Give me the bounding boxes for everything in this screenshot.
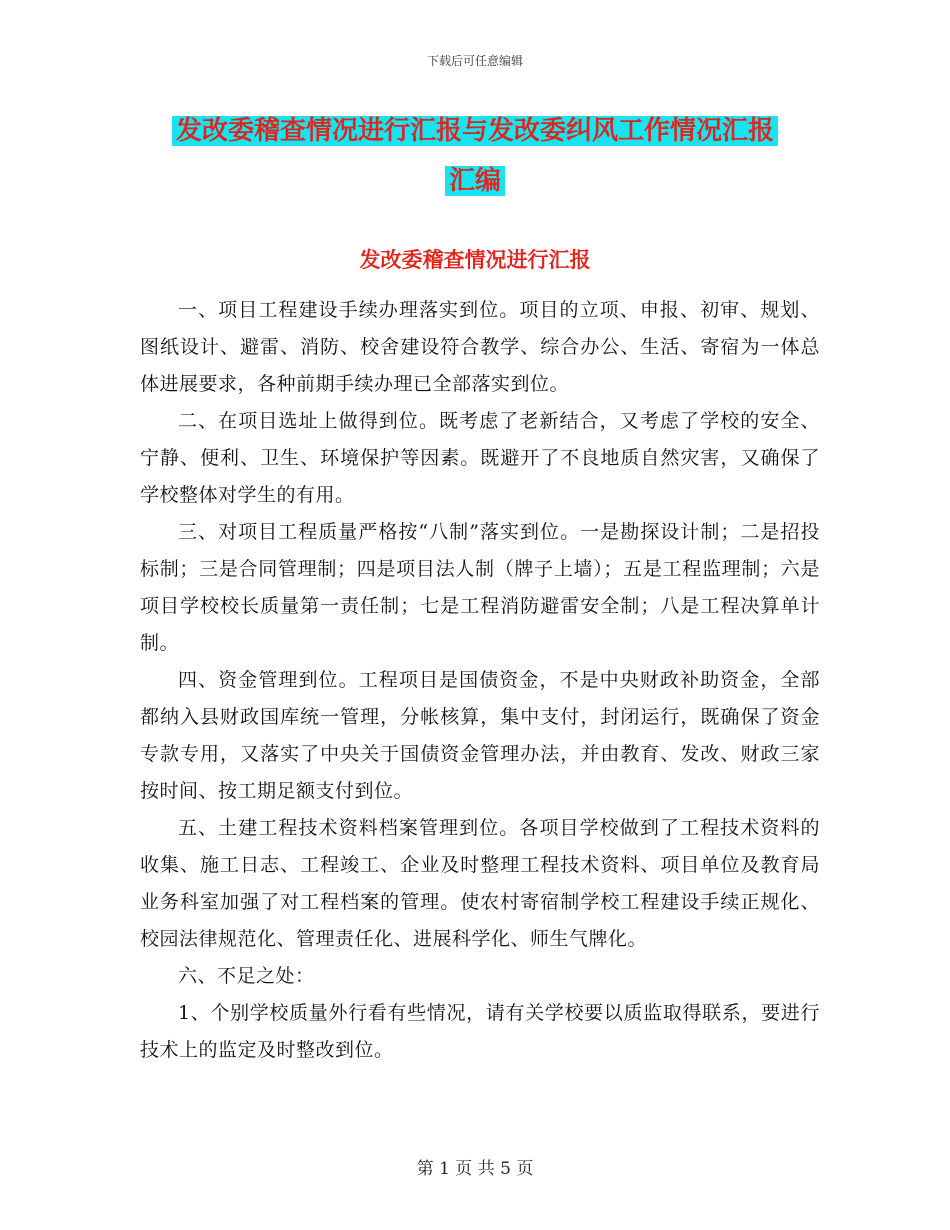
paragraph-5: 五、土建工程技术资料档案管理到位。各项目学校做到了工程技术资料的收集、施工日志、工程竣工、企业及时整理工程技术资料、项目单位及教育局业务科室加强了对工程档案的管理。使农村寄宿制学校工程建设手续正规化、校园法律规范化、管理责任化、进展科学化、师生气牌化。 (140, 817, 820, 950)
paragraph-4: 四、资金管理到位。工程项目是国债资金，不是中央财政补助资金，全部都纳入县财政国库统一管理，分帐核算，集中支付，封闭运行，既确保了资金专款专用，又落实了中央关于国债资金管理办法，并由教育、发改、财政三家按时间、按工期足额支付到位。 (140, 669, 820, 802)
section-title: 发改委稽查情况进行汇报 (359, 248, 591, 272)
document-title (0, 106, 950, 206)
paragraph-3: 三、对项目工程质量严格按“八制”落实到位。一是勘探设计制；二是招投标制；三是合同管理制；四是项目法人制（牌子上墙）；五是工程监理制；六是项目学校校长质量第一责任制；七是工程消防避雷安全制；八是工程决算单计制。 (140, 521, 820, 654)
document-title-line-2: 汇编 (445, 166, 505, 196)
body-text (140, 292, 820, 1069)
paragraph-1: 一、项目工程建设手续办理落实到位。项目的立项、申报、初审、规划、图纸设计、避雷、消防、校舍建设符合教学、综合办公、生活、寄宿为一体总体进展要求，各种前期手续办理已全部落实到位。 (140, 299, 820, 395)
paragraph-2: 二、在项目选址上做得到位。既考虑了老新结合，又考虑了学校的安全、宁静、便利、卫生、环境保护等因素。既避开了不良地质自然灾害，又确保了学校整体对学生的有用。 (140, 410, 820, 506)
document-title-line-1: 发改委稽查情况进行汇报与发改委纠风工作情况汇报 (172, 116, 778, 146)
page-footer: 第 1 页 共 5 页 (416, 1159, 534, 1179)
header-note: 下载后可任意编辑 (426, 54, 523, 68)
paragraph-7: 1、个别学校质量外行看有些情况，请有关学校要以质监取得联系，要进行技术上的监定及时整改到位。 (140, 1002, 820, 1061)
paragraph-6: 六、不足之处： (178, 965, 315, 987)
